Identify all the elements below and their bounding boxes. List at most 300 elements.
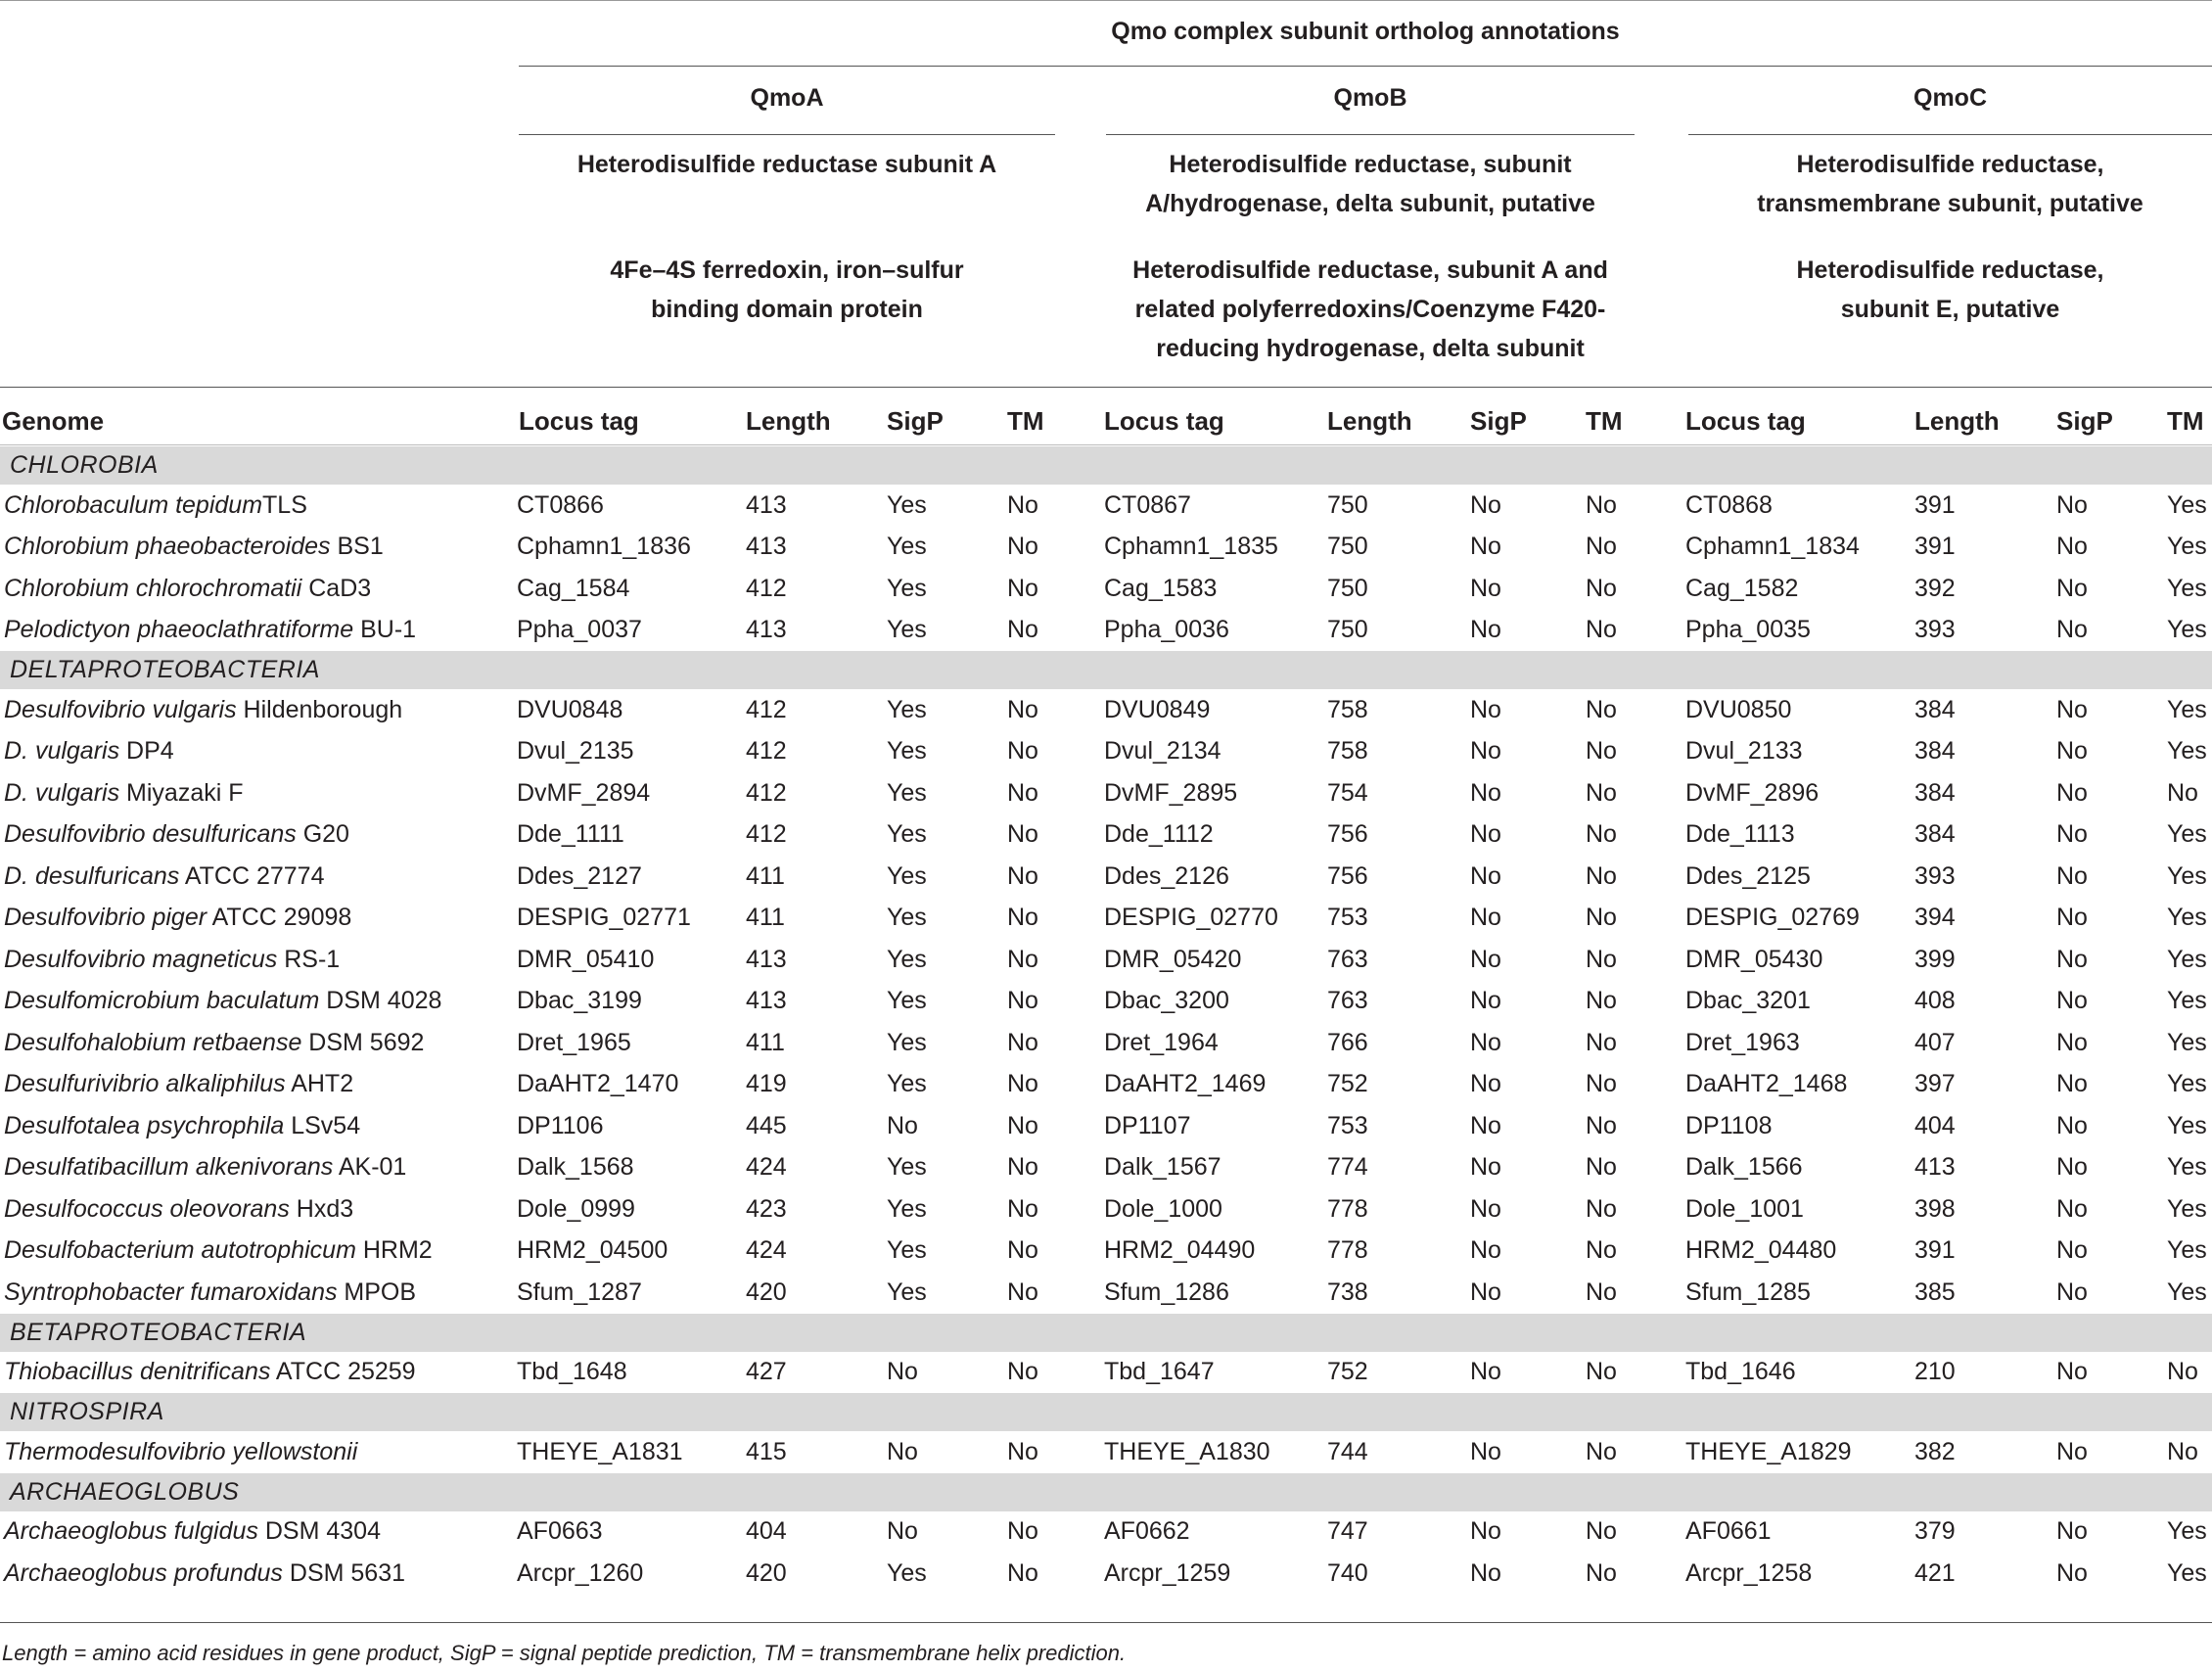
group-name: DELTAPROTEOBACTERIA [0,651,2212,689]
table-cell: 763 [1327,945,1368,973]
genome-species: Desulfatibacillum alkenivorans [4,1153,334,1182]
top-rule [0,0,2212,1]
table-cell: 766 [1327,1028,1368,1056]
genome-species: Pelodictyon phaeoclathratiforme [4,616,354,644]
table-cell: 391 [1914,490,1956,519]
table-cell: 754 [1327,778,1368,807]
table-row [0,1272,2212,1314]
table-cell: Yes [2167,987,2207,1015]
table-cell: 385 [1914,1277,1956,1306]
table-cell: Dvul_2134 [1104,737,1221,766]
col-qmoa-sigp: SigP [887,406,944,436]
genome-strain: TLS [262,490,307,519]
genome-species: Desulfococcus oleovorans [4,1194,290,1223]
table-row [0,731,2212,773]
col-qmoa-tm: TM [1007,406,1044,436]
table-cell: 752 [1327,1358,1368,1386]
table-cell: No [887,1517,918,1546]
col-genome: Genome [2,406,105,436]
table-cell: 384 [1914,778,1956,807]
table-cell: 744 [1327,1437,1368,1465]
table-cell: No [1007,1028,1038,1056]
table-cell: AF0663 [517,1517,603,1546]
qmoa-annotation-2-line: binding domain protein [651,296,923,323]
table-cell: No [1586,1358,1617,1386]
table-cell: Sfum_1287 [517,1277,642,1306]
genome-species: Desulfovibrio desulfuricans [4,820,297,849]
table-body [0,446,2212,1595]
table-cell: Sfum_1286 [1104,1277,1229,1306]
table-cell: No [2056,1236,2088,1265]
table-cell: 420 [746,1558,787,1587]
genome-strain: G20 [296,820,349,849]
table-cell: Cag_1583 [1104,574,1218,602]
table-cell: No [1586,737,1617,766]
genome-cell [0,689,517,731]
table-cell: Cag_1582 [1685,574,1799,602]
table-cell: No [1470,1070,1501,1098]
table-cell: No [1586,987,1617,1015]
genome-species: Desulfurivibrio alkaliphilus [4,1070,286,1098]
genome-cell [0,1352,517,1394]
genome-species: Desulfovibrio piger [4,904,207,932]
table-cell: No [887,1111,918,1139]
table-cell: No [1007,1437,1038,1465]
qmob-annotation-2-line: related polyferredoxins/Coenzyme F420- [1134,296,1606,323]
table-cell: Cag_1584 [517,574,630,602]
table-cell: Yes [2167,1517,2207,1546]
table-cell: 778 [1327,1236,1368,1265]
table-cell: No [1007,1194,1038,1223]
genome-cell [0,939,517,981]
col-qmob-locus-tag: Locus tag [1104,406,1224,436]
table-cell: 413 [746,945,787,973]
table-row [0,527,2212,569]
table-cell: No [1470,820,1501,849]
table-cell: 379 [1914,1517,1956,1546]
table-cell: No [2056,616,2088,644]
table-cell: No [1007,1558,1038,1587]
table-cell: Arcpr_1260 [517,1558,644,1587]
table-cell: 753 [1327,1111,1368,1139]
table-cell: No [2056,820,2088,849]
table-cell: 397 [1914,1070,1956,1098]
table-cell: No [1470,616,1501,644]
table-cell: 756 [1327,861,1368,890]
table-cell: DVU0849 [1104,695,1211,723]
table-cell: DESPIG_02771 [517,904,691,932]
table-cell: Dalk_1568 [517,1153,634,1182]
col-qmob-length: Length [1327,406,1412,436]
table-cell: Tbd_1646 [1685,1358,1796,1386]
genome-cell [0,485,517,527]
table-cell: 408 [1914,987,1956,1015]
table-cell: No [2167,1358,2198,1386]
genome-species: Desulfovibrio magneticus [4,945,278,973]
table-cell: Ppha_0037 [517,616,642,644]
qmob-annotation-1-line: A/hydrogenase, delta subunit, putative [1145,190,1595,217]
table-cell: No [1470,1517,1501,1546]
bottom-rule [0,1622,2212,1623]
table-cell: 404 [1914,1111,1956,1139]
qmob-name: QmoB [1333,84,1407,112]
table-cell: 412 [746,695,787,723]
genome-strain: DP4 [119,737,174,766]
table-cell: Yes [887,616,927,644]
table-cell: No [2056,1437,2088,1465]
table-cell: No [1470,778,1501,807]
table-row [0,981,2212,1023]
table-cell: No [1007,904,1038,932]
table-cell: Tbd_1647 [1104,1358,1215,1386]
table-cell: Dret_1964 [1104,1028,1219,1056]
table-cell: 407 [1914,1028,1956,1056]
table-cell: No [2056,1028,2088,1056]
genome-species: Thiobacillus denitrificans [4,1358,271,1386]
table-cell: AF0662 [1104,1517,1190,1546]
group-header-row [0,1473,2212,1511]
table-cell: No [1470,533,1501,561]
table-cell: 420 [746,1277,787,1306]
genome-strain: AHT2 [285,1070,354,1098]
table-cell: Yes [887,820,927,849]
table-cell: 424 [746,1153,787,1182]
table-row [0,1064,2212,1106]
table-cell: No [1586,945,1617,973]
genome-strain: DSM 5631 [282,1558,405,1587]
table-cell: 750 [1327,490,1368,519]
table-cell: Ppha_0035 [1685,616,1811,644]
table-cell: THEYE_A1830 [1104,1437,1270,1465]
table-cell: No [1007,695,1038,723]
table-cell: No [1007,1070,1038,1098]
table-cell: DvMF_2895 [1104,778,1238,807]
table-cell: Dole_1001 [1685,1194,1804,1223]
qmoa-annotation-2 [519,251,1055,329]
genome-strain: Hildenborough [236,695,403,723]
table-cell: 398 [1914,1194,1956,1223]
column-header-top-rule [0,387,2212,388]
table-cell: DESPIG_02770 [1104,904,1278,932]
genome-cell [0,856,517,898]
table-cell: Dole_1000 [1104,1194,1222,1223]
table-cell: Yes [2167,574,2207,602]
table-cell: 411 [746,861,785,890]
table-title: Qmo complex subunit ortholog annotations [1111,18,1620,45]
table-cell: 756 [1327,820,1368,849]
table-cell: CT0867 [1104,490,1191,519]
table-cell: Yes [2167,695,2207,723]
table-cell: No [1470,987,1501,1015]
table-cell: DP1107 [1104,1111,1191,1139]
genome-cell [0,527,517,569]
table-cell: No [1586,1194,1617,1223]
genome-strain: Hxd3 [289,1194,354,1223]
qmoc-annotation-2 [1688,251,2212,329]
table-cell: CT0866 [517,490,604,519]
genome-species: Chlorobaculum tepidum [4,490,263,519]
genome-cell [0,814,517,857]
table-cell: Yes [2167,616,2207,644]
table-cell: 427 [746,1358,787,1386]
table-cell: 753 [1327,904,1368,932]
table-cell: DMR_05410 [517,945,655,973]
genome-cell [0,1231,517,1273]
genome-species: D. vulgaris [4,778,120,807]
table-cell: No [1586,1277,1617,1306]
genome-species: D. desulfuricans [4,861,180,890]
table-cell: 399 [1914,945,1956,973]
group-name: NITROSPIRA [0,1393,2212,1431]
table-row [0,1553,2212,1595]
genome-cell [0,568,517,610]
group-header-row [0,1314,2212,1352]
genome-species: Desulfohalobium retbaense [4,1028,302,1056]
table-cell: 750 [1327,574,1368,602]
group-header-row [0,651,2212,689]
table-cell: No [1470,1558,1501,1587]
table-cell: No [1007,987,1038,1015]
table-row [0,1188,2212,1231]
table-cell: CT0868 [1685,490,1773,519]
table-cell: 384 [1914,695,1956,723]
table-row [0,1511,2212,1554]
table-cell: No [2056,533,2088,561]
table-cell: Ddes_2126 [1104,861,1229,890]
table-cell: No [2167,1437,2198,1465]
table-cell: No [2056,1070,2088,1098]
table-cell: No [1586,1517,1617,1546]
table-cell: No [2056,737,2088,766]
table-row [0,1431,2212,1473]
table-cell: 421 [1914,1558,1956,1587]
table-cell: Yes [2167,1153,2207,1182]
table-row [0,814,2212,857]
table-cell: DvMF_2896 [1685,778,1820,807]
table-cell: No [1470,1358,1501,1386]
genome-species: Syntrophobacter fumaroxidans [4,1277,338,1306]
table-cell: 758 [1327,695,1368,723]
genome-species: Chlorobium phaeobacteroides [4,533,331,561]
table-cell: No [2167,778,2198,807]
table-cell: Yes [887,945,927,973]
genome-strain: MPOB [337,1277,417,1306]
table-cell: 391 [1914,533,1956,561]
genome-species: Thermodesulfovibrio yellowstonii [4,1437,358,1465]
table-cell: No [1586,490,1617,519]
table-cell: Yes [2167,533,2207,561]
genome-species: Archaeoglobus profundus [4,1558,283,1587]
table-cell: Yes [2167,490,2207,519]
genome-cell [0,1431,517,1473]
table-cell: Ddes_2125 [1685,861,1811,890]
table-cell: No [2056,1277,2088,1306]
table-cell: No [1007,861,1038,890]
table-cell: Dbac_3199 [517,987,642,1015]
table-cell: No [1007,1153,1038,1182]
table-cell: 394 [1914,904,1956,932]
table-cell: No [1007,616,1038,644]
table-cell: DvMF_2894 [517,778,651,807]
table-cell: No [1586,1236,1617,1265]
group-header-row [0,446,2212,485]
table-cell: No [1470,1277,1501,1306]
table-cell: No [1470,574,1501,602]
table-cell: Dvul_2135 [517,737,634,766]
table-cell: HRM2_04480 [1685,1236,1837,1265]
table-cell: No [2056,1153,2088,1182]
table-cell: 382 [1914,1437,1956,1465]
table-cell: No [1586,1437,1617,1465]
table-cell: 778 [1327,1194,1368,1223]
table-cell: DP1108 [1685,1111,1773,1139]
table-cell: No [2056,904,2088,932]
table-cell: 210 [1914,1358,1956,1386]
genome-strain: DSM 4304 [257,1517,381,1546]
table-cell: No [1007,533,1038,561]
table-cell: Dde_1113 [1685,820,1795,849]
table-cell: DVU0850 [1685,695,1792,723]
table-cell: No [1586,820,1617,849]
col-qmoc-tm: TM [2167,406,2204,436]
genome-strain: BS1 [330,533,384,561]
group-header-row [0,1393,2212,1431]
table-row [0,898,2212,940]
table-cell: 384 [1914,820,1956,849]
table-cell: DaAHT2_1469 [1104,1070,1267,1098]
column-header-bottom-rule [0,444,2212,445]
table-cell: Dret_1963 [1685,1028,1800,1056]
qmoa-name: QmoA [750,84,824,112]
col-qmob-tm: TM [1586,406,1623,436]
table-cell: 412 [746,820,787,849]
table-row [0,1022,2212,1064]
table-cell: No [2056,490,2088,519]
table-cell: Yes [2167,945,2207,973]
table-cell: Yes [887,1236,927,1265]
col-qmoc-length: Length [1914,406,2000,436]
qmob-annotation-2-line: reducing hydrogenase, delta subunit [1156,335,1585,362]
table-cell: Dde_1111 [517,820,624,849]
table-cell: Yes [887,904,927,932]
genome-strain: Miyazaki F [119,778,244,807]
qmoc-annotation-1 [1688,145,2212,223]
ortholog-table [0,446,2212,1595]
table-cell: Arcpr_1259 [1104,1558,1231,1587]
genome-cell [0,981,517,1023]
table-cell: No [1007,490,1038,519]
table-row [0,772,2212,814]
table-cell: No [1586,1558,1617,1587]
table-cell: No [1470,737,1501,766]
table-cell: No [1007,820,1038,849]
table-cell: Yes [887,1028,927,1056]
genome-strain: CaD3 [301,574,372,602]
table-cell: 384 [1914,737,1956,766]
genome-cell [0,731,517,773]
table-cell: DMR_05430 [1685,945,1823,973]
table-cell: DESPIG_02769 [1685,904,1860,932]
table-cell: No [1007,778,1038,807]
qmob-annotation-2-line: Heterodisulfide reductase, subunit A and [1132,256,1608,284]
table-cell: No [2056,574,2088,602]
group-name: ARCHAEOGLOBUS [0,1473,2212,1511]
table-cell: Yes [887,695,927,723]
table-cell: No [1470,945,1501,973]
table-cell: Dde_1112 [1104,820,1214,849]
genome-cell [0,1022,517,1064]
table-row [0,1231,2212,1273]
table-row [0,1105,2212,1147]
table-cell: Cphamn1_1835 [1104,533,1278,561]
table-cell: 411 [746,904,785,932]
table-cell: Dvul_2133 [1685,737,1803,766]
table-cell: 738 [1327,1277,1368,1306]
table-cell: 412 [746,778,787,807]
table-cell: 413 [1914,1153,1956,1182]
table-cell: No [1586,778,1617,807]
table-cell: 424 [746,1236,787,1265]
table-cell: No [2056,1111,2088,1139]
table-cell: No [2056,987,2088,1015]
genome-cell [0,1511,517,1554]
table-cell: 391 [1914,1236,1956,1265]
table-row [0,689,2212,731]
table-cell: Yes [2167,820,2207,849]
table-cell: Yes [2167,1028,2207,1056]
table-cell: Dalk_1566 [1685,1153,1803,1182]
table-cell: Yes [887,574,927,602]
table-cell: Yes [887,861,927,890]
table-cell: Yes [2167,1277,2207,1306]
table-cell: 413 [746,533,787,561]
table-cell: No [1007,1358,1038,1386]
genome-strain: RS-1 [277,945,341,973]
table-cell: 423 [746,1194,787,1223]
qmob-annotation-1-line: Heterodisulfide reductase, subunit [1169,151,1572,178]
genome-strain: DSM 4028 [319,987,442,1015]
genome-species: Chlorobium chlorochromatii [4,574,302,602]
table-cell: Sfum_1285 [1685,1277,1811,1306]
table-cell: No [1586,861,1617,890]
table-cell: Yes [2167,1194,2207,1223]
genome-strain: ATCC 25259 [270,1358,416,1386]
table-cell: No [1007,1236,1038,1265]
genome-cell [0,610,517,652]
col-qmoa-locus-tag: Locus tag [519,406,639,436]
table-cell: 763 [1327,987,1368,1015]
table-row [0,939,2212,981]
table-cell: Yes [2167,904,2207,932]
table-cell: 445 [746,1111,787,1139]
qmob-annotation-2 [1106,251,1635,368]
genome-cell [0,1188,517,1231]
genome-cell [0,898,517,940]
table-cell: DaAHT2_1468 [1685,1070,1848,1098]
table-cell: No [1470,861,1501,890]
table-cell: No [1470,1111,1501,1139]
table-row [0,856,2212,898]
table-cell: No [1586,695,1617,723]
table-cell: No [1470,1437,1501,1465]
table-cell: Dret_1965 [517,1028,631,1056]
qmoc-underline [1688,134,2212,135]
table-cell: 752 [1327,1070,1368,1098]
qmob-underline [1106,134,1635,135]
table-cell: 412 [746,737,787,766]
table-cell: 413 [746,616,787,644]
table-cell: Yes [2167,1070,2207,1098]
